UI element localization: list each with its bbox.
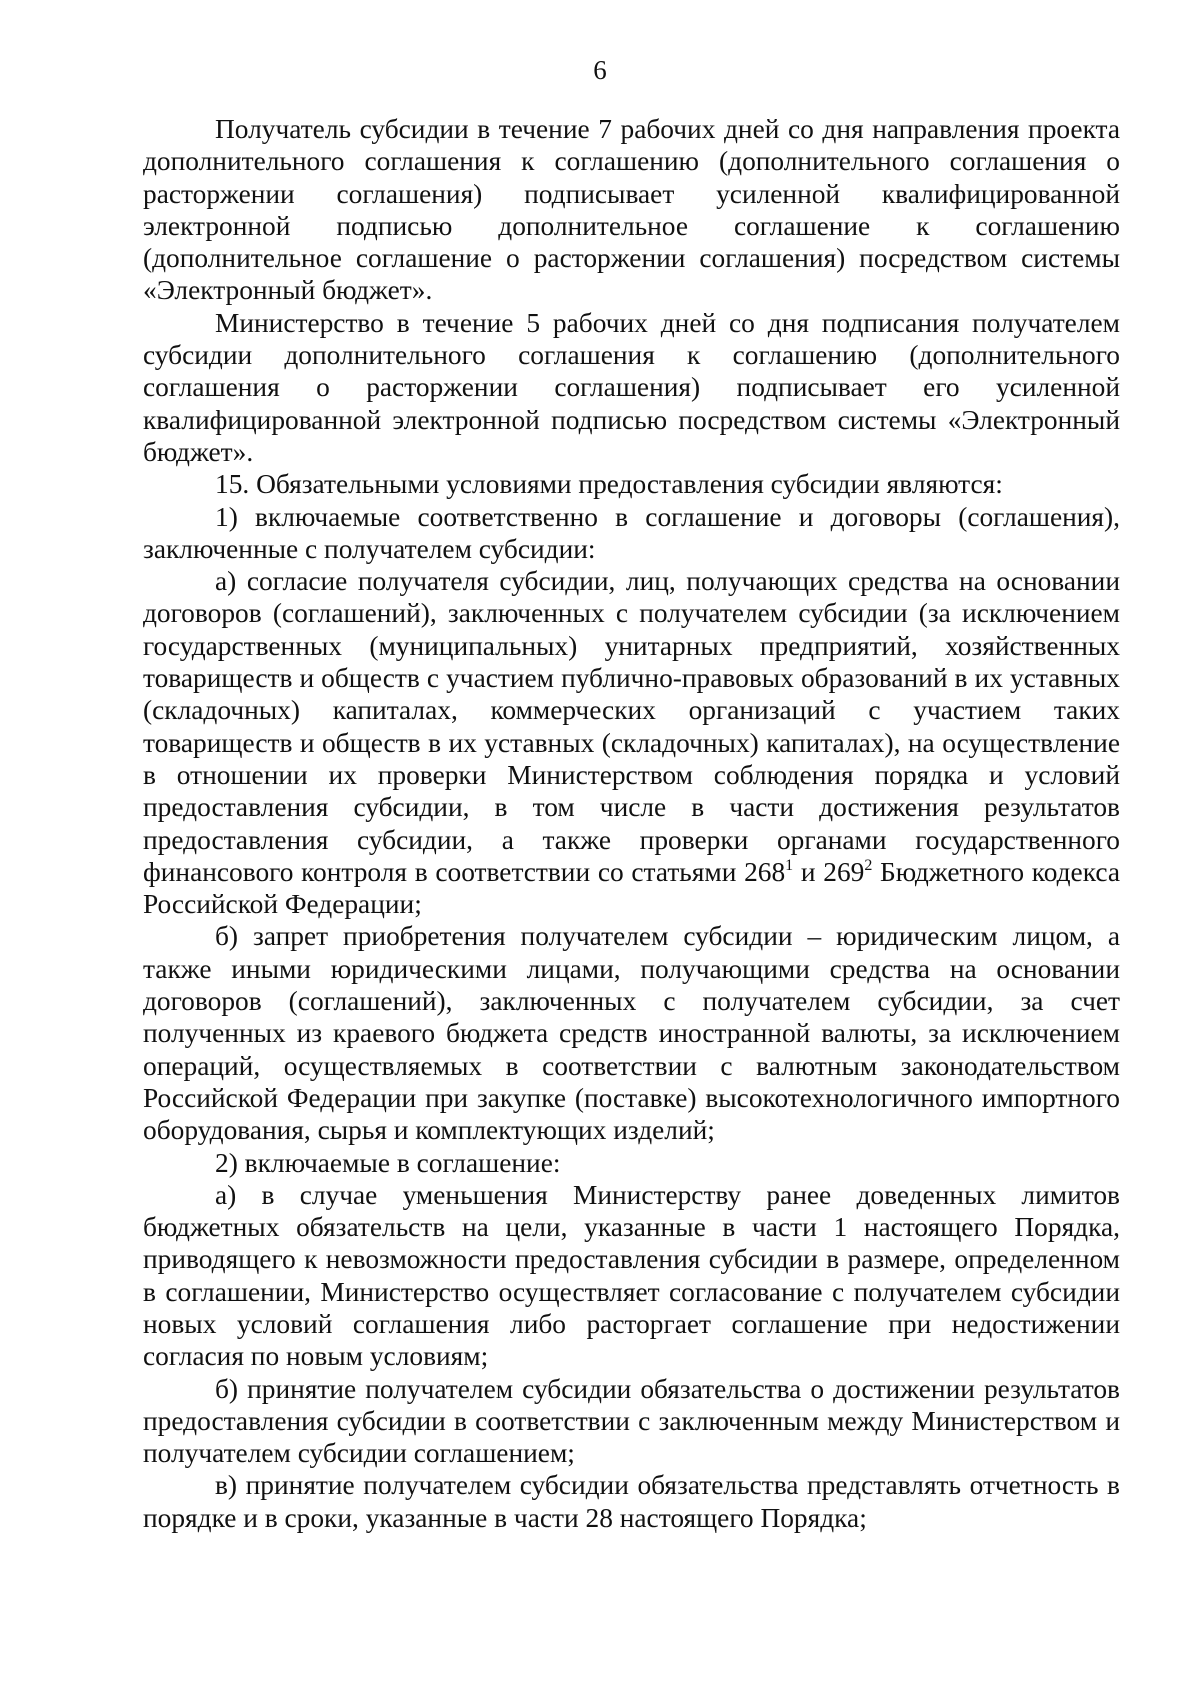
paragraph-item-1a-end: Бюджетного кодекса Российской Федерации; (143, 856, 1120, 920)
paragraph-signing-by-ministry: Министерство в течение 5 рабочих дней со дня подписания получателем субсидии дополнительного соглашения к соглашению (дополнительного соглашения о расторжении соглашения) подписывает его усиленной квалифицированной электронной подписью посредством системы «Электронный бюджет». (143, 307, 1120, 467)
document-body (143, 113, 1120, 1534)
paragraph-item-1a (143, 565, 1120, 920)
paragraph-item-2: 2) включаемые в соглашение: (215, 1147, 561, 1178)
paragraph-item-1a-middle: и 269 (793, 856, 865, 887)
paragraph-item-1: 1) включаемые соответственно в соглашение и договоры (соглашения), заключенные с получателем субсидии: (143, 501, 1120, 564)
paragraph-item-1b: б) запрет приобретения получателем субсидии – юридическим лицом, а также иными юридическими лицами, получающими средства на основании договоров (соглашений), заключенных с получателем субсидии, за счет полученных из краевого бюджета средств иностранной валюты, за исключением операций, осуществляемых в соответствии с валютным законодательством Российской Федерации при закупке (поставке) высокотехнологичного импортного оборудования, сырья и комплектующих изделий; (143, 921, 1120, 1146)
paragraph-item-2a: а) в случае уменьшения Министерству ранее доведенных лимитов бюджетных обязательств на цели, указанные в части 1 настоящего Порядка, приводящего к невозможности предоставления субсидии в размере, определенном в соглашении, Министерство осуществляет согласование с получателем субсидии новых условий соглашения либо расторгает соглашение при недостижении согласия по новым условиям; (143, 1179, 1120, 1372)
page-number: 6 (593, 55, 607, 85)
paragraph-item-2b: б) принятие получателем субсидии обязательства о достижении результатов предоставления субсидии в соответствии с заключенным между Министерством и получателем субсидии соглашением; (143, 1373, 1120, 1469)
paragraph-item-2c: в) принятие получателем субсидии обязательства представлять отчетность в порядке и в сроки, указанные в части 28 настоящего Порядка; (143, 1470, 1120, 1533)
paragraph-item-1a-text: а) согласие получателя субсидии, лиц, получающих средства на основании договоров (соглашений), заключенных с получателем субсидии (за исключением государственных (муниципальных) унитарных предприятий, хозяйственных товариществ и обществ с участием публично-правовых образований в их уставных (складочных) капиталах, коммерческих организаций с участием таких товариществ и обществ в их уставных (складочных) капиталах), на осуществление в отношении их проверки Министерством соблюдения порядка и условий предоставления субсидии, в том числе в части достижения результатов предоставления субсидии, а также проверки органами государственного финансового контроля в соответствии со статьями 268 (143, 566, 1120, 887)
superscript-269: 2 (864, 856, 873, 874)
superscript-268: 1 (785, 856, 794, 874)
paragraph-section-15: 15. Обязательными условиями предоставления субсидии являются: (215, 469, 1003, 500)
paragraph-signing-by-recipient: Получатель субсидии в течение 7 рабочих дней со дня направления проекта дополнительного соглашения к соглашению (дополнительного соглашения о расторжении соглашения) подписывает усиленной квалифицированной электронной подписью дополнительное соглашение к соглашению (дополнительное соглашение о расторжении соглашения) посредством системы «Электронный бюджет». (143, 114, 1120, 306)
